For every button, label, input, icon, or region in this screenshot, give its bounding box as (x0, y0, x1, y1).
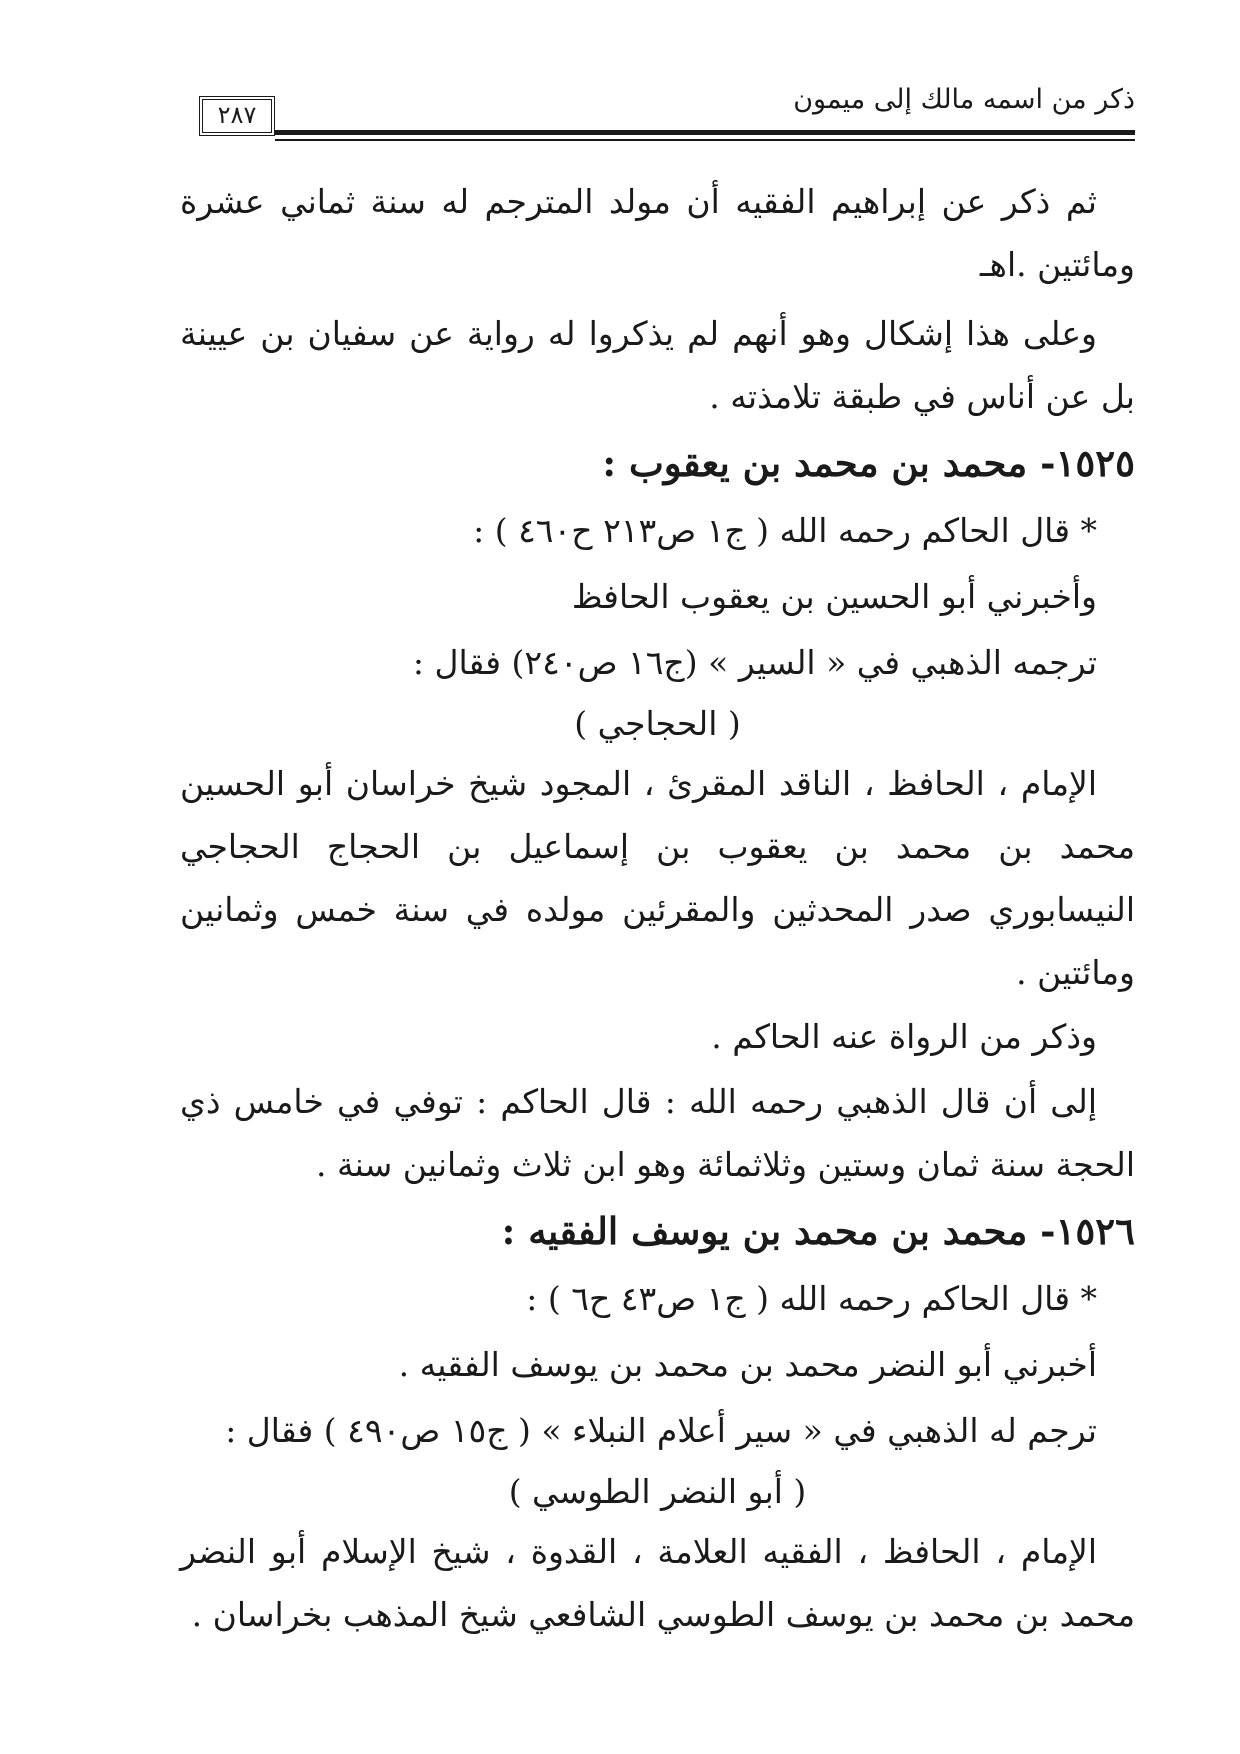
paragraph-problem-note: وعلى هذا إشكال وهو أنهم لم يذكروا له رواية عن سفيان بن عيينة بل عن أناس في طبقة تلامذته . (180, 314, 1135, 416)
header-rule-thin (275, 139, 1135, 141)
entry-1525-nisba: ( الحجاجي ) (574, 704, 741, 743)
entry-1526-chain: أخبرني أبو النضر محمد بن محمد بن يوسف الفقيه . (398, 1345, 1097, 1384)
page-header (195, 78, 1135, 148)
page-number: ٢٨٧ (199, 96, 275, 136)
entry-1526-dhahabi-citation: ترجم له الذهبي في « سير أعلام النبلاء » ( ج١٥ ص٤٩٠ ) فقال : (225, 1411, 1097, 1450)
entry-1525-biography: الإمام ، الحافظ ، الناقد المقرئ ، المجود شيخ خراسان أبو الحسين محمد بن محمد بن يعقوب بن إسماعيل بن الحجاج الحجاجي النيسابوري صدر المحدثين والمقرئين مولده في سنة خمس وثمانين ومائتين . (180, 764, 1135, 992)
entry-1526-biography: الإمام ، الحافظ ، الفقيه العلامة ، القدوة ، شيخ الإسلام أبو النضر محمد بن محمد بن يوسف الطوسي الشافعي شيخ المذهب بخراسان . (180, 1532, 1135, 1634)
running-title: ذكر من اسمه مالك إلى ميمون (793, 84, 1135, 115)
entry-1526-nisba: ( أبو النضر الطوسي ) (508, 1472, 807, 1511)
page-body (180, 170, 1135, 1646)
entry-1525-narrators: وذكر من الرواة عنه الحاكم . (711, 1017, 1097, 1056)
entry-1525-chain: وأخبرني أبو الحسين بن يعقوب الحافظ (571, 577, 1097, 616)
entry-1525-dhahabi-citation: ترجمه الذهبي في « السير » (ج١٦ ص٢٤٠) فقال : (412, 643, 1097, 682)
entry-1526-hakim-citation: * قال الحاكم رحمه الله ( ج١ ص٤٣ ح٦ ) : (526, 1279, 1097, 1318)
entry-1525-death: إلى أن قال الذهبي رحمه الله : قال الحاكم : توفي في خامس ذي الحجة سنة ثمان وستين وثلاثمائة وهو ابن ثلاث وثمانين سنة . (180, 1082, 1135, 1184)
entry-1525-hakim-citation: * قال الحاكم رحمه الله ( ج١ ص٢١٣ ح٤٦٠ ) : (473, 511, 1097, 550)
entry-1525-heading: ١٥٢٥- محمد بن محمد بن يعقوب : (602, 441, 1135, 485)
paragraph-birth-note: ثم ذكر عن إبراهيم الفقيه أن مولد المترجم له سنة ثماني عشرة ومائتين .اهـ (180, 182, 1135, 284)
header-rule-thick (275, 130, 1135, 135)
entry-1526-heading: ١٥٢٦- محمد بن محمد بن يوسف الفقيه : (501, 1209, 1135, 1253)
